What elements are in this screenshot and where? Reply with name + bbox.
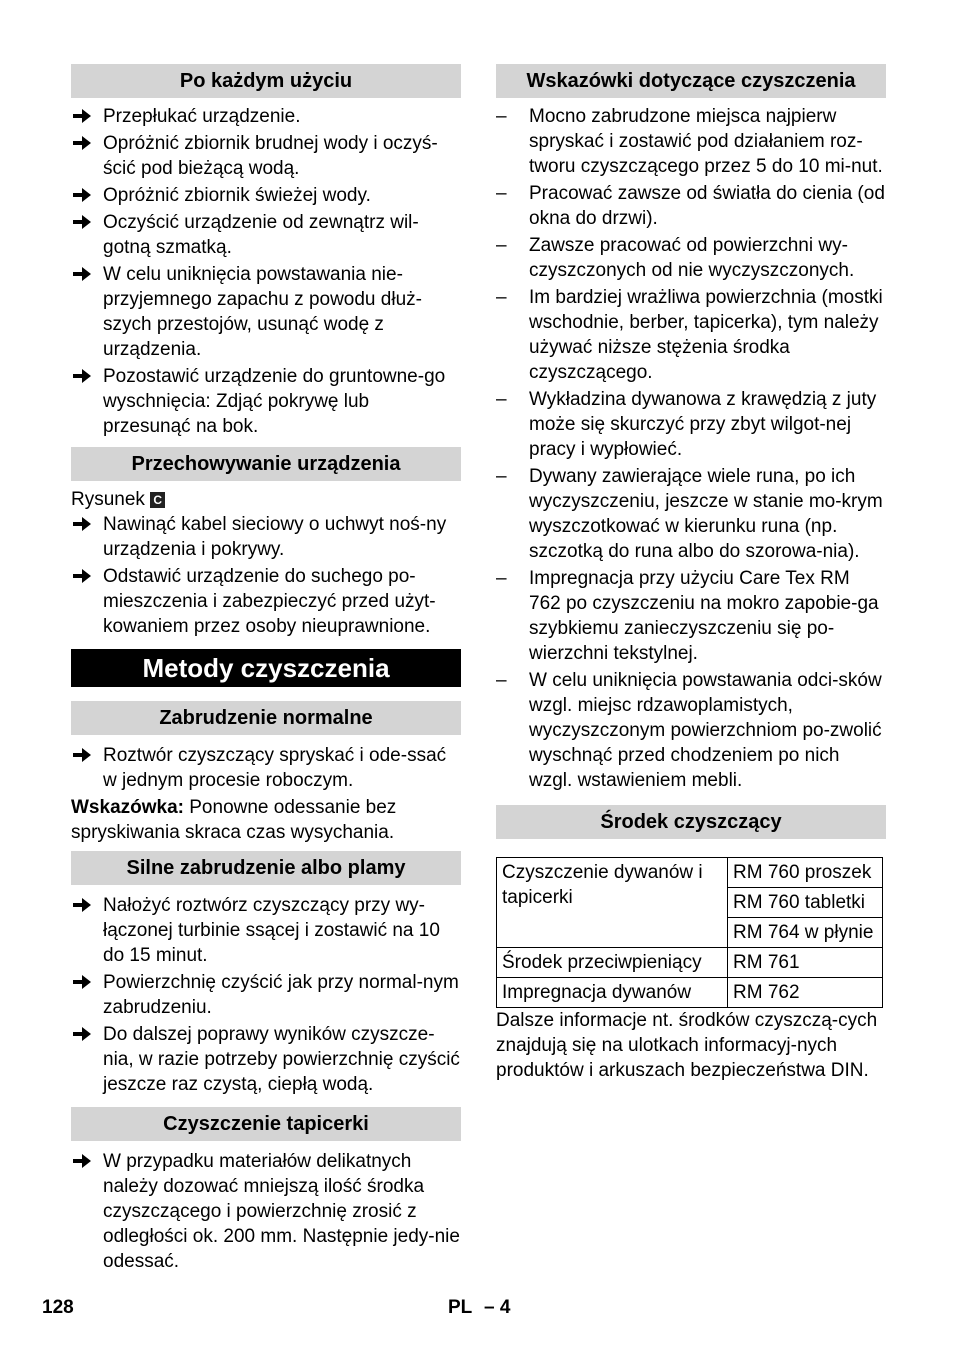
list-item-text: Oczyścić urządzenie od zewnątrz wil-gotną szmatką. [103, 212, 419, 258]
product-rm761: RM 761 [728, 948, 883, 978]
list-item [71, 893, 461, 968]
arrow-right-icon [71, 1150, 93, 1172]
note-label: Wskazówka: [71, 797, 184, 818]
list-item-text: Przepłukać urządzenie. [103, 106, 301, 127]
list-item-text: Zawsze pracować od powierzchni wy-czyszczonych od nie wyczyszczonych. [529, 235, 855, 281]
list-item-text: Roztwór czyszczący spryskać i ode-ssać w jednym procesie roboczym. [103, 745, 447, 791]
arrow-right-icon [71, 744, 93, 766]
list-item-text: Opróżnić zbiornik świeżej wody. [103, 185, 371, 206]
dash-bullet: – [496, 183, 507, 204]
list-item [71, 210, 461, 260]
impregnation-label: Impregnacja dywanów [497, 978, 728, 1008]
arrow-right-icon [71, 263, 93, 285]
dash-bullet: – [496, 670, 507, 691]
list-item-text: Pracować zawsze od światła do cienia (od okna do drzwi). [529, 183, 885, 229]
list-item-text: Im bardziej wrażliwa powierzchnia (mostki wschodnie, berber, tapicerka), tym należy używać niższe stężenia środka czyszczącego. [529, 287, 883, 383]
normal-soiling-list [71, 743, 461, 795]
section-heading-storage: Przechowywanie urządzenia [71, 447, 461, 481]
list-item-text: Mocno zabrudzone miejsca najpierw spryskać i zostawić pod działaniem roz-tworu czyszczącego przez 5 do 10 mi-nut. [529, 106, 883, 177]
list-item [71, 970, 461, 1020]
note-text: Ponowne odessanie bez spryskiwania skraca czas wysychania. [71, 797, 397, 843]
list-item [71, 183, 461, 208]
antifoam-label: Środek przeciwpieniący [497, 948, 728, 978]
arrow-right-icon [71, 513, 93, 535]
dash-bullet: – [496, 287, 507, 308]
arrow-right-icon [71, 1023, 93, 1045]
arrow-right-icon [71, 132, 93, 154]
heavy-soiling-list [71, 893, 461, 1099]
list-item [71, 1022, 461, 1097]
section-heading-normal-soiling: Zabrudzenie normalne [71, 701, 461, 735]
arrow-right-icon [71, 105, 93, 127]
arrow-right-icon [71, 184, 93, 206]
list-item [71, 131, 461, 181]
list-item [71, 104, 461, 129]
note-paragraph [71, 795, 461, 845]
section-heading-upholstery: Czyszczenie tapicerki [71, 1107, 461, 1141]
list-item [496, 387, 886, 462]
upholstery-list [71, 1149, 461, 1276]
list-item [71, 564, 461, 639]
list-item-text: Do dalszej poprawy wyników czyszcze-nia, w razie potrzeby powierzchnię czyścić jeszcze raz czystą, ciepłą wodą. [103, 1024, 460, 1095]
list-item [71, 512, 461, 562]
list-item-text: Dywany zawierające wiele runa, po ich wyczyszczeniu, jeszcze w stanie mo-krym wyszczotkować w kierunku runa (np. szczotką do runa albo do szorowa-nia). [529, 466, 883, 562]
dash-bullet: – [496, 389, 507, 410]
storage-list [71, 512, 461, 641]
product-rm760-powder: RM 760 proszek [728, 858, 883, 888]
table-row [497, 948, 883, 978]
sub-page-number: – 4 [484, 1297, 511, 1318]
list-item-text: Powierzchnię czyścić jak przy normal-nym zabrudzeniu. [103, 972, 459, 1018]
list-item-text: W celu uniknięcia powstawania nie-przyjemnego zapachu z powodu dłuż-szych przestojów, usunąć wodę z urządzenia. [103, 264, 422, 360]
dash-bullet: – [496, 235, 507, 256]
section-heading-detergent: Środek czyszczący [496, 805, 886, 839]
list-item-text: W przypadku materiałów delikatnych należy dozować mniejszą ilość środka czyszczącego i powierzchnię zrosić z odległości ok. 200 mm. Następnie jedy-nie odessać. [103, 1151, 460, 1272]
product-rm764-liquid: RM 764 w płynie [728, 918, 883, 948]
section-heading-cleaning-tips: Wskazówki dotyczące czyszczenia [496, 64, 886, 98]
list-item [71, 1149, 461, 1274]
right-column [496, 64, 886, 1083]
arrow-right-icon [71, 971, 93, 993]
arrow-right-icon [71, 365, 93, 387]
list-item [496, 464, 886, 564]
detergent-footnote: Dalsze informacje nt. środków czyszczą-cych znajdują się na ulotkach informacyj-nych produktów i arkuszach bezpieczeństwa DIN. [496, 1010, 878, 1081]
cleaning-tips-list [496, 104, 886, 795]
list-item [71, 364, 461, 439]
list-item [496, 285, 886, 385]
list-item [71, 262, 461, 362]
dash-bullet: – [496, 466, 507, 487]
table-row [497, 978, 883, 1008]
carpet-cleaning-label: Czyszczenie dywanów i tapicerki [497, 858, 728, 948]
list-item [71, 743, 461, 793]
product-rm762: RM 762 [728, 978, 883, 1008]
product-rm760-tablets: RM 760 tabletki [728, 888, 883, 918]
list-item-text: Impregnacja przy użyciu Care Tex RM 762 po czyszczeniu na mokro zapobie-ga szybkiemu zanieczyszczeniu się po-wierzchni tekstylnej. [529, 568, 879, 664]
section-heading-heavy-soiling: Silne zabrudzenie albo plamy [71, 851, 461, 885]
list-item-text: Wykładzina dywanowa z krawędzią z juty może się skurczyć przy zbyt wilgot-nej pracy i wypłowieć. [529, 389, 877, 460]
arrow-right-icon [71, 565, 93, 587]
list-item [496, 181, 886, 231]
figure-letter-box: C [150, 492, 165, 508]
after-use-list [71, 104, 461, 441]
dash-bullet: – [496, 568, 507, 589]
page-number: 128 [42, 1297, 74, 1318]
list-item-text: Nałożyć roztwórz czyszczący przy wy-łączonej turbinie ssącej i zostawić na 10 do 15 minut. [103, 895, 440, 966]
language-code: PL [448, 1297, 473, 1318]
figure-reference [71, 487, 461, 512]
list-item-text: Odstawić urządzenie do suchego po-mieszczenia i zabezpieczyć przed użyt-kowaniem przez osoby nieuprawnione. [103, 566, 436, 637]
list-item-text: Opróżnić zbiornik brudnej wody i oczyś-ścić pod bieżącą wodą. [103, 133, 438, 179]
figure-label: Rysunek [71, 489, 145, 510]
list-item-text: Nawinąć kabel sieciowy o uchwyt noś-ny urządzenia i pokrywy. [103, 514, 447, 560]
list-item [496, 668, 886, 793]
list-item [496, 104, 886, 179]
list-item-text: Pozostawić urządzenie do gruntowne-go wyschnięcia: Zdjąć pokrywę lub przesunąć na bok. [103, 366, 446, 437]
list-item [496, 566, 886, 666]
table-row [497, 858, 883, 888]
arrow-right-icon [71, 894, 93, 916]
list-item-text: W celu uniknięcia powstawania odci-sków wzgl. miejsc rdzawoplamistych, wyczyszczonym powierzchniom po-zwolić wyschnąć przed chodzeniem po nich wzgl. wstawieniem mebli. [529, 670, 882, 791]
arrow-right-icon [71, 211, 93, 233]
chapter-title: Metody czyszczenia [71, 649, 461, 687]
detergent-table [496, 857, 883, 1008]
left-column [71, 64, 461, 1276]
section-heading-after-use: Po każdym użyciu [71, 64, 461, 98]
list-item [496, 233, 886, 283]
dash-bullet: – [496, 106, 507, 127]
